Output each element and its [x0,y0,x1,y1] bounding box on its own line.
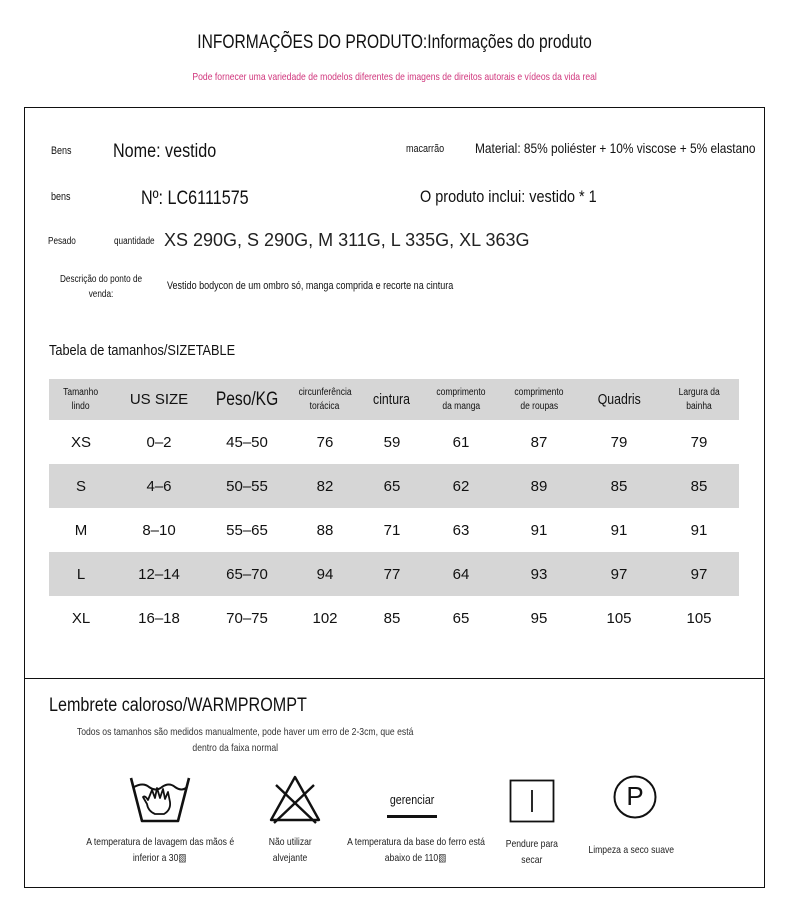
table-cell: 62 [452,477,470,495]
table-cell: 91 [530,521,548,539]
selling-label: Descrição do ponto de venda: [59,274,143,300]
table-cell: 79 [610,433,628,451]
table-cell: 77 [383,565,401,583]
name-value: Nome: vestido [113,141,217,162]
number-value: Nº: LC6111575 [141,188,249,209]
table-cell: 94 [316,565,334,583]
hand-wash-icon [128,774,192,826]
dry-clean-icon [612,774,658,820]
table-row [49,464,739,508]
table-cell: 105 [606,609,632,627]
table-row [49,420,739,464]
table-cell: 65 [452,609,470,627]
table-cell: 89 [530,477,548,495]
page-title: INFORMAÇÕES DO PRODUTO:Informações do produto [197,32,593,53]
table-row [49,508,739,552]
header-hem-width: Largura da bainha [678,386,720,412]
table-cell: 88 [316,521,334,539]
table-cell: 16–18 [138,609,180,627]
care-caption-iron: A temperatura da base do ferro está abaixo de 110▨ [347,836,485,864]
table-cell: 93 [530,565,548,583]
header-weight: Peso/KG [215,388,279,410]
table-cell: 91 [610,521,628,539]
material-label: macarrão [406,143,445,155]
iron-icon-label: gerenciar [389,792,435,807]
table-cell: 50–55 [226,477,268,495]
number-label: bens [51,191,71,203]
care-caption-no-bleach: Não utilizar alvejante [268,836,312,864]
table-cell: XS [70,433,91,451]
table-cell: 55–65 [226,521,268,539]
table-cell: S [75,477,86,495]
weight-label: Pesado [48,236,76,247]
header-garment-length: comprimento de roupas [514,386,564,412]
table-cell: 82 [316,477,334,495]
header-us-size: US SIZE [129,391,189,408]
table-cell: 85 [383,609,401,627]
table-cell: 87 [530,433,548,451]
section-divider [24,678,764,679]
table-cell: 97 [610,565,628,583]
table-row [49,552,739,596]
table-cell: 70–75 [226,609,268,627]
weight-sub-label: quantidade [114,236,155,247]
header-bust: circunferência torácica [298,386,352,412]
table-cell: 105 [686,609,712,627]
selling-value: Vestido bodycon de um ombro só, manga comprida e recorte na cintura [167,280,454,292]
includes-value: O produto inclui: vestido * 1 [420,187,597,206]
table-cell: 0–2 [146,433,172,451]
header-sleeve-length: comprimento da manga [436,386,486,412]
warm-prompt-title: Lembrete caloroso/WARMPROMPT [49,695,307,716]
size-table-title: Tabela de tamanhos/SIZETABLE [49,342,236,359]
table-cell: 8–10 [142,521,176,539]
table-cell: M [74,521,88,539]
table-cell: XL [71,609,91,627]
care-caption-hang-dry: Pendure para secar [505,838,559,866]
size-table-header-row [49,379,739,420]
header-size-name: Tamanho lindo [63,386,99,412]
care-caption-dry-clean: Limpeza a seco suave [588,844,674,856]
header-hips: Quadris [597,391,641,408]
care-caption-hand-wash: A temperatura de lavagem das mãos é inferior a 30▨ [86,836,234,864]
size-table [49,379,739,640]
table-row [49,596,739,640]
table-cell: 4–6 [146,477,172,495]
table-cell: 45–50 [226,433,268,451]
weight-value: XS 290G, S 290G, M 311G, L 335G, XL 363G [164,230,530,250]
material-value: Material: 85% poliéster + 10% viscose + 5% elastano [475,140,756,156]
hang-dry-icon [509,779,555,823]
iron-icon [382,788,442,822]
table-cell: 79 [690,433,708,451]
table-cell: 76 [316,433,334,451]
table-cell: 97 [690,565,708,583]
table-cell: 91 [690,521,708,539]
dry-clean-icon-letter: P [626,781,644,811]
header-waist: cintura [373,391,411,408]
table-cell: 63 [452,521,470,539]
table-cell: L [76,565,86,583]
name-label: Bens [51,145,72,157]
table-cell: 61 [452,433,470,451]
table-cell: 65 [383,477,401,495]
table-cell: 64 [452,565,470,583]
table-cell: 71 [383,521,401,539]
table-cell: 95 [530,609,548,627]
table-cell: 85 [610,477,628,495]
table-cell: 85 [690,477,708,495]
table-cell: 102 [312,609,338,627]
table-cell: 59 [383,433,401,451]
page-subtitle: Pode fornecer uma variedade de modelos diferentes de imagens de direitos autorais e vídeos da vida real [192,71,598,83]
no-bleach-icon [266,773,324,825]
table-cell: 12–14 [138,565,180,583]
table-cell: 65–70 [226,565,268,583]
warm-prompt-note: Todos os tamanhos são medidos manualmente, pode haver um erro de 2-3cm, que está dentro da faixa normal [76,726,414,754]
